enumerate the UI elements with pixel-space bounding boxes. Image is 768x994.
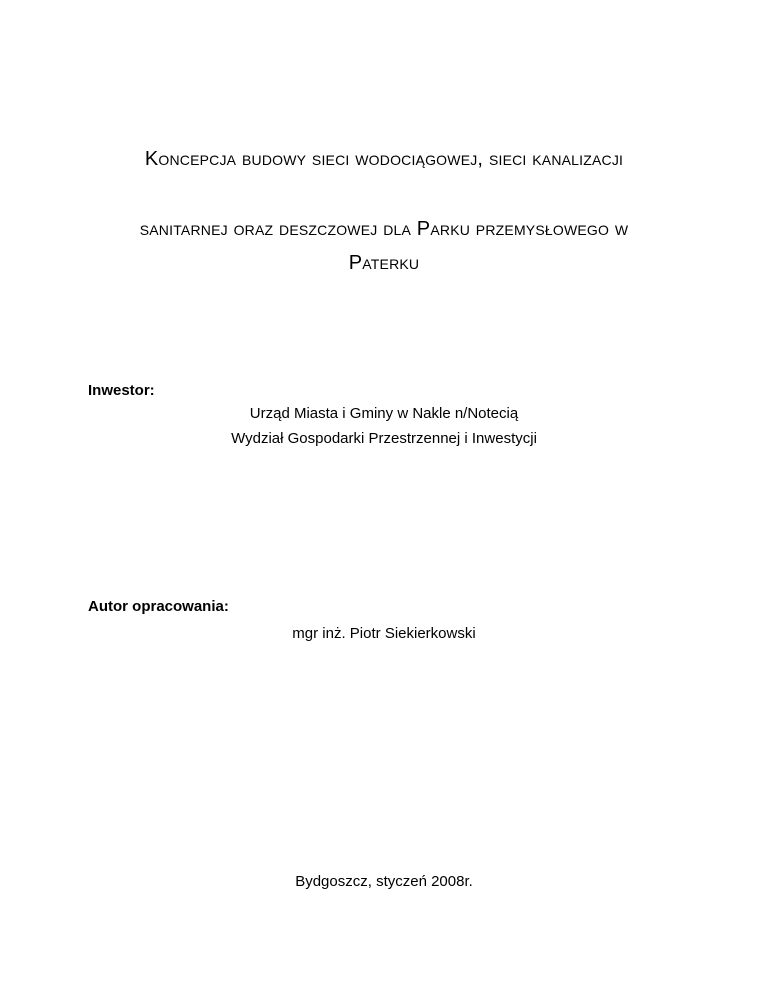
investor-line-2: Wydział Gospodarki Przestrzennej i Inwestycji	[231, 430, 537, 447]
place-date: Bydgoszcz, styczeń 2008r.	[295, 873, 473, 890]
investor-label: Inwestor:	[88, 382, 155, 399]
author-label: Autor opracowania:	[88, 598, 229, 615]
investor-line-1: Urząd Miasta i Gminy w Nakle n/Notecią	[249, 405, 519, 422]
document-title-line-1: Koncepcja budowy sieci wodociągowej, sieci kanalizacji	[144, 148, 624, 170]
document-title-line-3: Paterku	[348, 252, 420, 274]
author-name: mgr inż. Piotr Siekierkowski	[292, 625, 476, 642]
document-title-line-2: sanitarnej oraz deszczowej dla Parku przemysłowego w	[139, 218, 629, 240]
